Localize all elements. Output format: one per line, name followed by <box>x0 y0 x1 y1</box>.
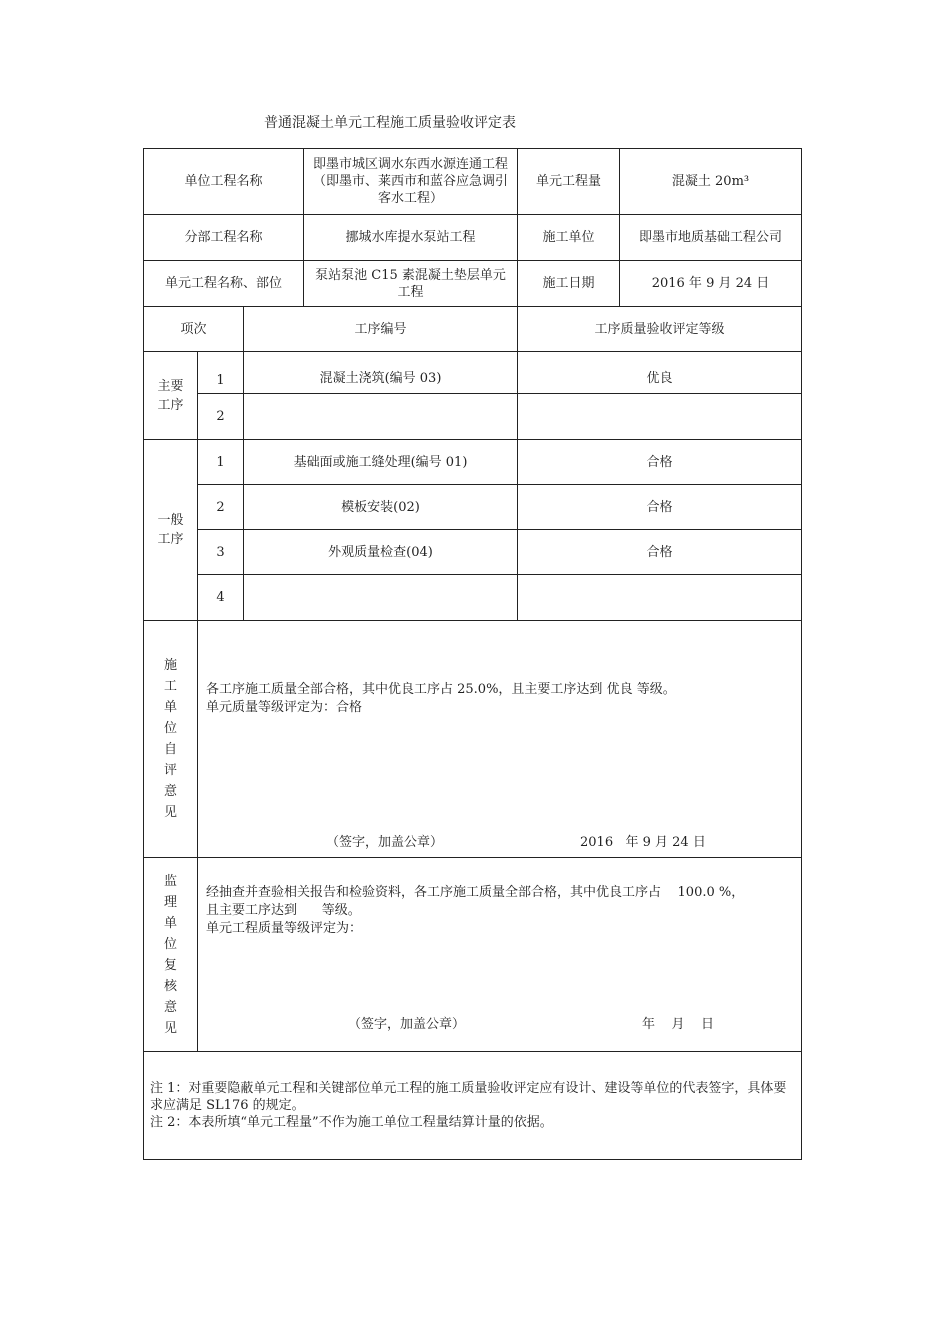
element-name-row <box>144 261 518 307</box>
contractor-opinion-line1: 各工序施工质量全部合格，其中优良工序占 25.0%，且主要工序达到 优良 等级。 <box>206 682 676 697</box>
notes-cell <box>144 1052 802 1160</box>
supervisor-opinion-cell <box>198 858 802 1052</box>
supervisor-opinion-line2: 且主要工序达到 等级。 <box>206 903 361 918</box>
main-row-2-grade <box>518 394 802 440</box>
main-row-1-no: 1 <box>198 352 244 394</box>
element-name-value: 泵站泵池 C15 素混凝土垫层单元工程 <box>315 267 506 300</box>
general-process-label: 一般工序 <box>144 440 198 621</box>
sub-project-row <box>144 215 518 261</box>
unit-project-value: 即墨市城区调水东西水源连通工程（即墨市、莱西市和蓝谷应急调引客水工程） <box>312 157 508 206</box>
col-process-header: 工序编号 <box>244 307 518 352</box>
contractor-signature: （签字，加盖公章） <box>326 835 444 850</box>
element-quantity-value: 混凝土 20m³ <box>620 149 802 215</box>
note-2: 注 2：本表所填“单元工程量”不作为施工单位工程量结算计量的依据。 <box>150 1115 553 1130</box>
main-process-label: 主要工序 <box>144 352 198 440</box>
supervisor-sign-date: 年 月 日 <box>642 1017 715 1032</box>
unit-project-label: 单位工程名称 <box>144 149 304 214</box>
supervisor-opinion-label: 监理单位复核意见 <box>144 858 198 1052</box>
contractor-opinion-line2: 单元质量等级评定为：合格 <box>206 700 363 715</box>
element-quantity-label: 单元工程量 <box>518 149 620 215</box>
sub-project-label: 分部工程名称 <box>144 215 304 260</box>
contractor-value: 即墨市地质基础工程公司 <box>620 215 802 261</box>
date-label: 施工日期 <box>518 261 620 307</box>
general-row-4-no: 4 <box>198 575 244 621</box>
supervisor-opinion-line1: 经抽查并查验相关报告和检验资料，各工序施工质量全部合格，其中优良工序占 100.0 %， <box>206 885 745 900</box>
note-1: 注 1：对重要隐蔽单元工程和关键部位单元工程的施工质量验收评定应有设计、建设等单位的代表签字，具体要求应满足 SL176 的规定。 <box>150 1081 787 1113</box>
main-row-2-no: 2 <box>198 394 244 440</box>
contractor-label: 施工单位 <box>518 215 620 261</box>
general-row-2-name: 模板安装(02) <box>244 485 518 530</box>
unit-project-row <box>144 149 518 215</box>
col-item-header: 项次 <box>144 307 244 352</box>
main-row-2-name <box>244 394 518 440</box>
general-row-4-name <box>244 575 518 621</box>
form-title: 普通混凝土单元工程施工质量验收评定表 <box>264 115 516 131</box>
sub-project-value: 挪城水库提水泵站工程 <box>345 230 476 245</box>
contractor-opinion-label: 施工单位自评意见 <box>144 621 198 858</box>
evaluation-table <box>143 148 802 1160</box>
col-grade-header: 工序质量验收评定等级 <box>518 307 802 352</box>
supervisor-signature: （签字，加盖公章） <box>348 1017 466 1032</box>
general-row-3-name: 外观质量检查(04) <box>244 530 518 575</box>
general-row-1-no: 1 <box>198 440 244 485</box>
date-value: 2016 年 9 月 24 日 <box>620 261 802 307</box>
general-row-1-name: 基础面或施工缝处理(编号 01) <box>244 440 518 485</box>
general-row-2-grade: 合格 <box>518 485 802 530</box>
contractor-opinion-cell <box>198 621 802 858</box>
general-row-3-no: 3 <box>198 530 244 575</box>
general-row-3-grade: 合格 <box>518 530 802 575</box>
main-row-1-grade: 优良 <box>518 352 802 394</box>
general-row-4-grade <box>518 575 802 621</box>
element-name-label: 单元工程名称、部位 <box>144 261 304 306</box>
general-row-1-grade: 合格 <box>518 440 802 485</box>
contractor-sign-date: 2016 年 9 月 24 日 <box>580 835 706 850</box>
main-row-1-name: 混凝土浇筑(编号 03) <box>244 352 518 394</box>
general-row-2-no: 2 <box>198 485 244 530</box>
supervisor-opinion-line3: 单元工程质量等级评定为： <box>206 921 363 936</box>
